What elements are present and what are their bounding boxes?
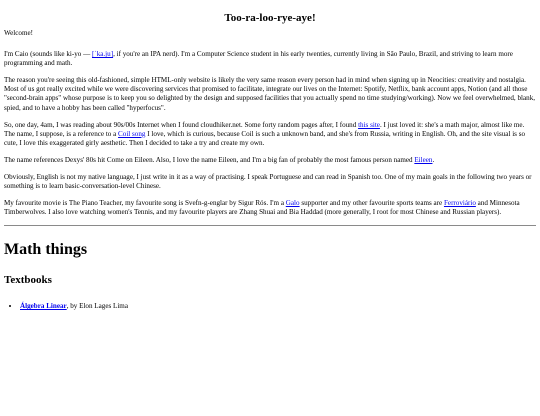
eileen-link[interactable]: Eileen [414, 155, 433, 164]
discovery-text-1: So, one day, 4am, I was reading about 90s/00s Internet when I found cloudhiker.net. Some forty random pages after, I found [4, 120, 359, 129]
name-paragraph [4, 156, 536, 165]
textbooks-heading: Textbooks [4, 274, 52, 287]
discovery-text-2: . I just loved it: she's a math major, almost like me. The name, I suppose, is a reference to a [4, 120, 525, 138]
ipa-link[interactable]: [ˈka.ju] [91, 50, 114, 59]
favourites-text-3: and Minnesota Timberwolves. I also love watching women's Tennis, and my favourite players are Zhang Shuai and Bia Haddad (more generally, I root for most Chinese and Russian players). [4, 199, 520, 217]
book-link[interactable]: Álgebra Linear [20, 302, 67, 311]
discovery-text-3: I love, which is curious, because Coil is such a unknown band, and she's from Russia, writing in English. Oh, and the site visual is so cute, I love this exaggerated girly aesthetic. Then I decided to take a try and create my own. [4, 129, 526, 147]
textbook-list [4, 302, 536, 311]
page [0, 11, 540, 311]
favourites-text-2: supporter and my other favourite sports teams are [299, 199, 444, 208]
reason-paragraph: The reason you're seeing this old-fashioned, simple HTML-only website is likely the very same reason every person had in mind when signing up in Neocities: creativity and nostalgia. Most of us got really excited while we were discovering services that promised to facilitate, integrate our lives on the Internet: Spotify, Netflix, bank account apps, Notion (and all those "second-brain apps" whose purpose is to keep you so delighted by the design and supposed facilities that you actually spend no time studying/working). Now we feel overwhelmed, blank, spied, and to have a hobby has been called "hyperfocus". [4, 76, 536, 112]
intro-paragraph [4, 50, 536, 68]
math-heading: Math things [4, 241, 88, 259]
intro-text-2: , if you're an IPA nerd). I'm a Computer Science student in his early twenties, currently living in São Paulo, Brazil, and striving to learn more programming and math. [4, 50, 513, 68]
list-item [20, 302, 536, 311]
section-divider [4, 225, 536, 226]
site-title: Too-ra-loo-rye-aye! [224, 12, 316, 24]
language-paragraph: Obviously, English is not my native language, I just write in it as a way of practising. I speak Portuguese and can read in Spanish too. One of my main goals in the following two years or something is to learn basic-conversation-level Chinese. [4, 173, 532, 191]
name-text-1: The name references Dexys' 80s hit Come on Eileen. Also, I love the name Eileen, and I'm a big fan of probably the most famous person named [4, 155, 415, 164]
favourites-text-1: My favourite movie is The Piano Teacher, my favourite song is Svefn-g-englar by Sigur Rós. I'm a [4, 199, 286, 208]
this-site-link[interactable]: this site [358, 120, 380, 129]
intro-text-1: I'm Caio (sounds like ki-yo — [4, 50, 92, 59]
favourites-paragraph [4, 199, 536, 217]
name-text-2: . [432, 155, 435, 164]
ferroviario-link[interactable]: Ferroviário [443, 199, 476, 208]
coil-song-link[interactable]: Coil song [118, 129, 146, 138]
galo-link[interactable]: Galo [285, 199, 300, 208]
discovery-paragraph [4, 121, 536, 148]
welcome-text: Welcome! [4, 29, 33, 37]
book-author: , by Elon Lages Lima [66, 302, 128, 311]
